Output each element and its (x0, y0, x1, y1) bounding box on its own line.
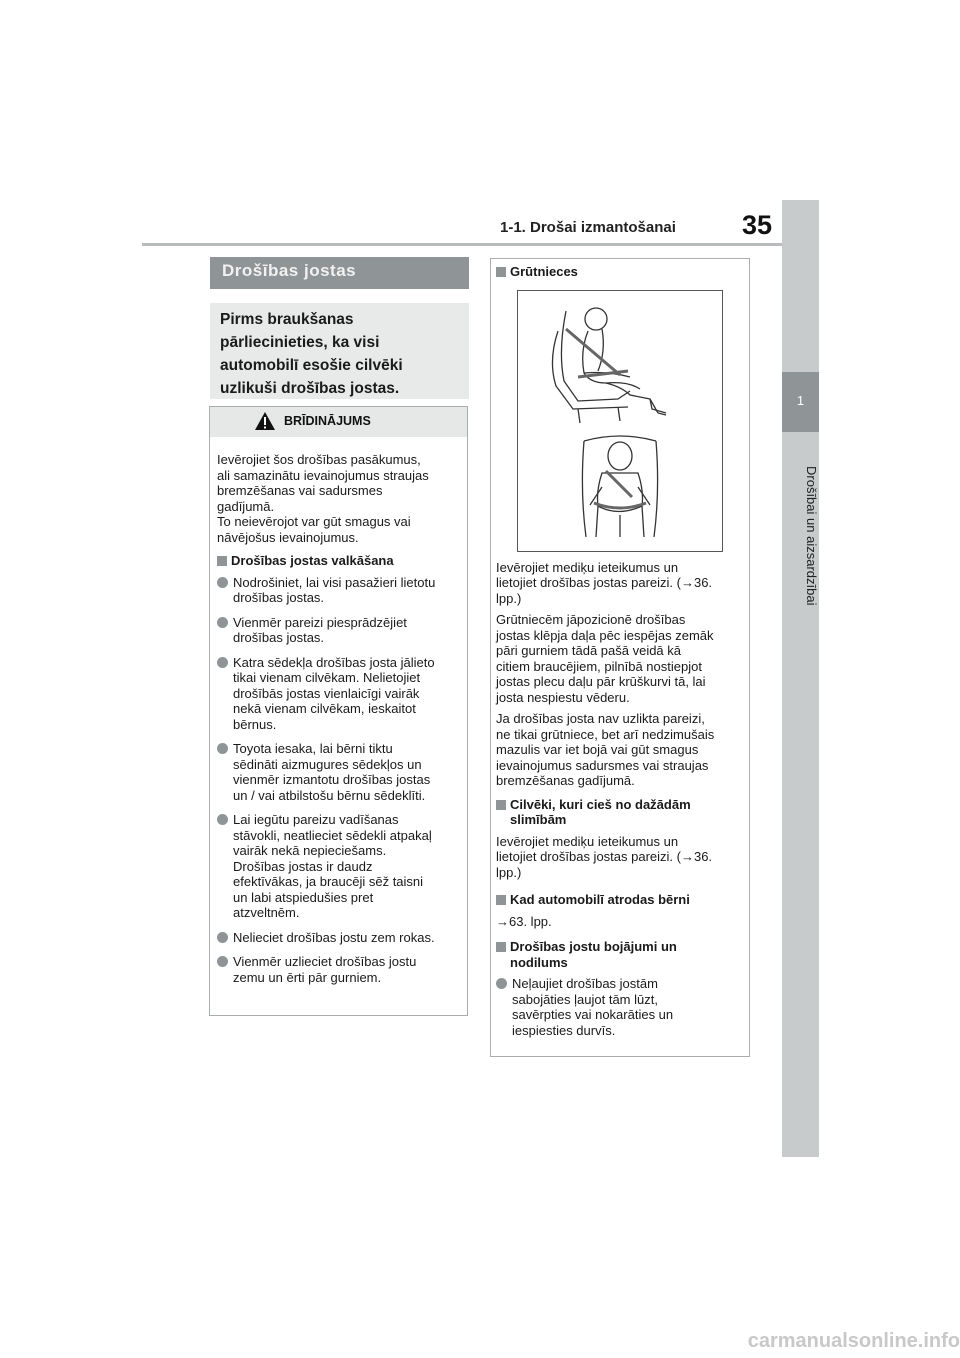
text-line: ievainojumus sadursmes vai straujas (496, 757, 709, 773)
list-item (217, 930, 465, 946)
round-bullet-icon (217, 617, 228, 628)
square-bullet-icon (496, 267, 506, 277)
subheading-text: Cilvēki, kuri cieš no dažādām (510, 796, 691, 812)
text-line: zemu un ērti pār gurniem. (233, 969, 382, 985)
text-line: bremzēšanas gadījumā. (496, 773, 635, 788)
paragraph (496, 711, 744, 789)
text-line: lietojiet drošības jostas pareizi. (→36. (496, 849, 713, 864)
round-bullet-icon (217, 814, 228, 825)
text-line: Nodrošiniet, lai visi pasažieri lietotu (233, 574, 436, 590)
page-reference: →63. lpp. (496, 913, 552, 929)
text-line: bremzēšanas vai sadursmes (217, 483, 383, 498)
list-item (217, 575, 465, 606)
text-line: atzveltnēm. (233, 905, 300, 920)
subheading-text: Kad automobilī atrodas bērni (510, 892, 690, 907)
text-line: Lai iegūtu pareizu vadīšanas (233, 812, 399, 827)
subheading-text: Grūtnieces (510, 264, 578, 279)
text-line: drošības jostas. (233, 630, 325, 645)
text-line: Ievērojiet šos drošības pasākumus, (217, 452, 421, 467)
text-line: drošības jostas. (233, 590, 325, 605)
subheading-text: Drošības jostas valkāšana (231, 553, 394, 568)
square-bullet-icon (496, 800, 506, 810)
text-line: nāvējošus ievainojumus. (217, 529, 359, 545)
text-line: jostas plecu daļu pār krūškurvi tā, lai (496, 674, 706, 689)
round-bullet-icon (496, 978, 507, 989)
text-line: ali samazinātu ievainojumus straujas (217, 467, 429, 483)
text-line: sēdināti aizmugures sēdekļos un (233, 756, 422, 772)
text-line: mazulis var iet bojā vai gūt smagus (496, 742, 699, 757)
subheading-text: Drošības jostu bojājumi un (510, 939, 677, 954)
warning-triangle-icon (254, 411, 276, 431)
text-line: Toyota iesaka, lai bērni tiktu (233, 741, 393, 756)
text-line: lietojiet drošības jostas pareizi. (→36. (496, 575, 713, 590)
round-bullet-icon (217, 932, 228, 943)
text-line: gadījumā. (217, 498, 275, 514)
warning-intro (217, 452, 465, 545)
square-bullet-icon (496, 895, 506, 905)
intro-line: automobilī esošie cilvēki (220, 357, 403, 374)
subheading-text: nodilums (510, 954, 568, 970)
text-line: savērpties vai nokarāties un (512, 1007, 674, 1022)
warning-box (209, 406, 468, 1016)
warning-header (210, 407, 467, 437)
text-line: nekā vienam cilvēkam, ieskaitot (233, 701, 416, 716)
text-line: stāvokli, neatlieciet sēdekli atpakaļ (233, 827, 432, 843)
paragraph (496, 612, 744, 705)
text-line: Ja drošības josta nav uzlikta pareizi, (496, 711, 705, 726)
section-title: 1-1. Drošai izmantošanai (500, 219, 676, 236)
text-line: un labi atspiedušies pret (233, 889, 374, 905)
subheading (496, 939, 744, 970)
list-item (217, 954, 465, 985)
watermark: carmanualsonline.info (747, 1330, 960, 1352)
section-banner (210, 257, 469, 289)
round-bullet-icon (217, 956, 228, 967)
subheading (217, 553, 465, 569)
subheading (496, 797, 744, 828)
text-line: pāri gurniem tādā pašā veidā kā (496, 643, 682, 658)
text-line: lpp.) (496, 864, 522, 880)
round-bullet-icon (217, 743, 228, 754)
text-line: Ievērojiet mediķu ieteikumus un (496, 833, 679, 849)
text-line: jostas klēpja daļa pēc iespējas zemāk (496, 627, 714, 643)
intro-line: Pirms braukšanas (220, 311, 354, 328)
text-line: josta nespiestu vēderu. (496, 689, 630, 705)
text-line: vairāk nekā nepieciešams. (233, 843, 387, 858)
list-item (217, 655, 465, 733)
text-line: lpp.) (496, 590, 522, 606)
paragraph (496, 560, 744, 607)
text-line: Nelieciet drošības jostu zem rokas. (233, 929, 435, 945)
content-body (496, 264, 744, 1047)
square-bullet-icon (217, 556, 227, 566)
text-line: efektīvākas, ja braucēji sēž taisni (233, 874, 424, 889)
round-bullet-icon (217, 657, 228, 668)
text-line: sabojāties ļaujot tām lūzt, (512, 991, 658, 1007)
seatbelt-illustration-icon (518, 291, 722, 551)
text-line: Drošības jostas ir daudz (233, 858, 373, 874)
text-line: ne tikai grūtniece, bet arī nedzimušais (496, 726, 715, 742)
intro-box (210, 303, 469, 399)
intro-line: pārliecinieties, ka visi (220, 334, 380, 351)
text-line: vienmēr izmantotu drošības jostas (233, 772, 431, 787)
text-line: Ievērojiet mediķu ieteikumus un (496, 559, 679, 575)
banner-title: Drošības jostas (222, 261, 357, 280)
subheading (496, 892, 744, 908)
text-line: Grūtniecēm jāpozicionē drošības (496, 612, 686, 627)
text-line: iespiesties durvīs. (512, 1022, 616, 1038)
subheading (496, 264, 744, 280)
text-line: un / vai atbilstošu bērnu sēdeklīti. (233, 787, 426, 803)
list-item (217, 615, 465, 646)
chapter-title-vertical: Drošībai un aizsardzībai (804, 466, 819, 606)
text-line: Neļaujiet drošības jostām (512, 976, 658, 991)
text-line: Vienmēr pareizi piesprādzējiet (233, 614, 407, 630)
text-line: Vienmēr uzlieciet drošības jostu (233, 954, 417, 969)
paragraph (496, 834, 744, 881)
text-line: tikai vienam cilvēkam. Nelietojiet (233, 670, 421, 685)
round-bullet-icon (217, 577, 228, 588)
page-number: 35 (742, 210, 773, 240)
header-rule (142, 243, 782, 246)
text-line: bērnus. (233, 716, 277, 732)
text-line: citiem braucējiem, pilnībā nostiepjot (496, 658, 702, 674)
intro-line: uzlikuši drošības jostas. (220, 380, 400, 397)
text-line: Katra sēdekļa drošības josta jālieto (233, 654, 435, 670)
list-item (496, 976, 744, 1038)
warning-body (217, 452, 465, 994)
text-line: To neievērojot var gūt smagus vai (217, 514, 411, 529)
pregnant-seatbelt-illustration (517, 290, 723, 552)
list-item (217, 812, 465, 921)
warning-label: BRĪDINĀJUMS (284, 414, 371, 428)
content-box (490, 258, 750, 1057)
text-line: drošībās jostas vienlaicīgi vairāk (233, 685, 420, 701)
list-item (217, 741, 465, 803)
square-bullet-icon (496, 942, 506, 952)
subheading-text: slimībām (510, 812, 567, 827)
chapter-number: 1 (796, 393, 805, 408)
